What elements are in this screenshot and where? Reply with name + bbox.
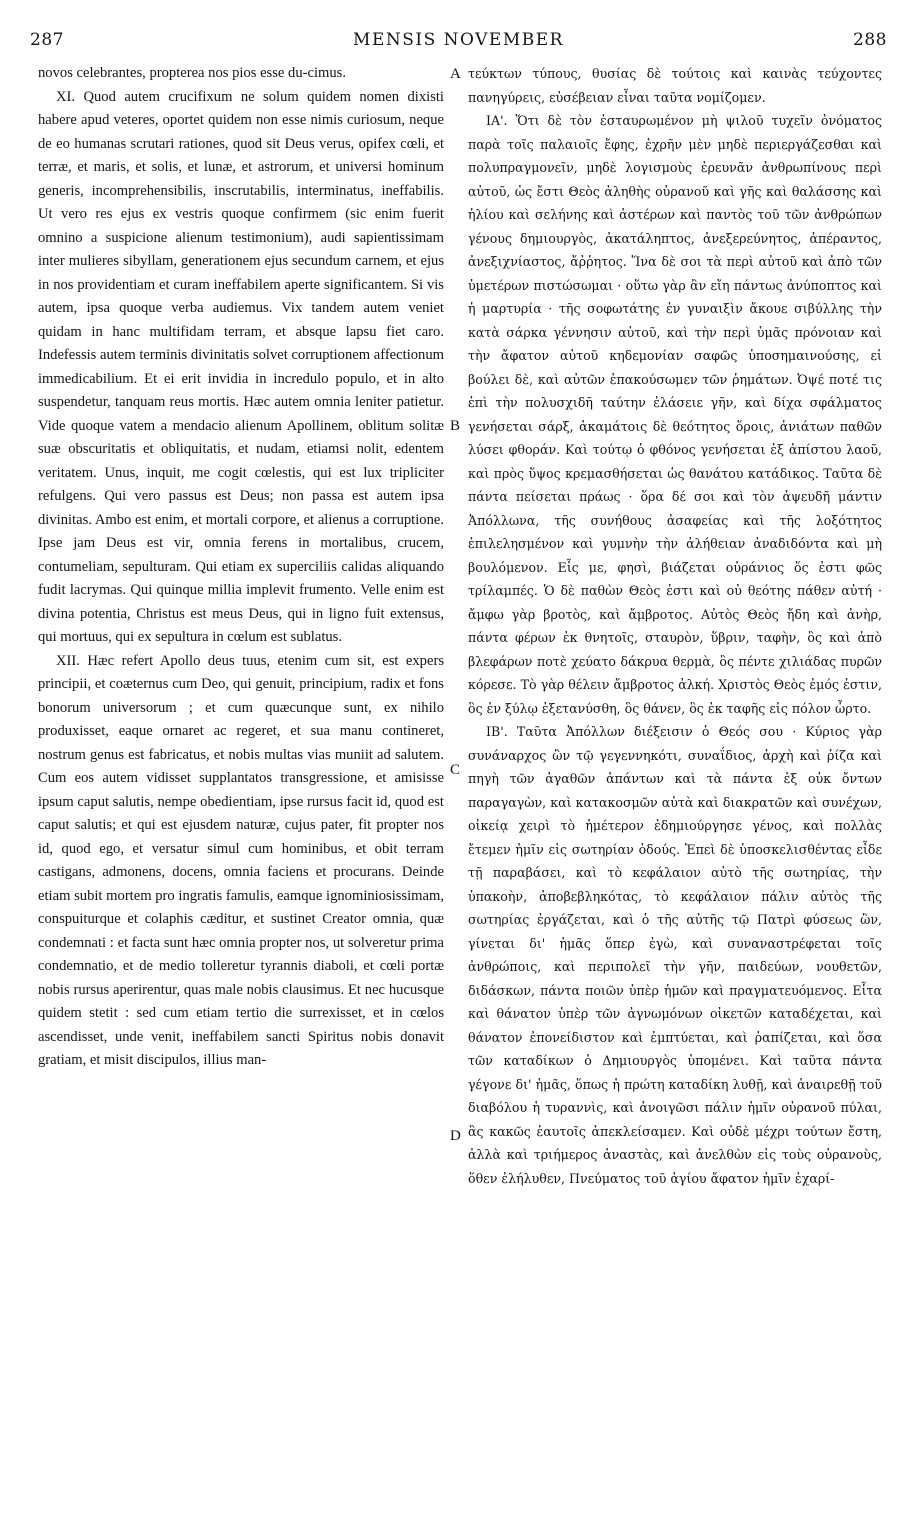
latin-column [38, 62, 444, 1522]
running-title: MENSIS NOVEMBER [353, 30, 564, 50]
greek-column [468, 62, 882, 1522]
latin-paragraph: XII. Hæc refert Apollo deus tuus, etenim cum sit, est expers principii, et coæternus cum Deo, qui genuit, principium, radix et fons bonorum universorum ; et cum quæcunque sunt, ex nihilo produxisset, eaque ornaret ac regeret, et sua manu contineret, nostrum genus est fabricatus, et nobis multas vias muniit ad salutem. Cum eos autem vidisset supplantatos transgressione, et amisisse ipsum caput salutis, nempe obedientiam, ipse rursus facit id, quod est caput salutis; et qui est ejusdem naturæ, cujus pater, fit propter nos id, quod ego, et versatur simul cum hominibus, et obit terram castigans, admonens, docens, omnia faciens et procurans. Deinde etiam subit mortem pro ingratis famulis, eamque ignominiosissimam, conspuiturque et colaphis cæditur, et sustinet Creator omnia, quæ condemnati : et facta sunt hæc omnia propter nos, ut solveretur prima condemnatio, et de medio tolleretur tyrannis diaboli, et cœli portæ nobis rursus aperirentur, quas male nobis clausimus. Et nec hucusque quidem stetit : sed cum etiam tertio die surrexisset, et in cœlos ascendisset, unde venit, ineffabilem sancti Spiritus nobis donavit gratiam, et misit discipulos, illius man- [38, 652, 444, 1068]
latin-paragraph: novos celebrantes, propterea nos pios esse du-cimus. [38, 65, 347, 81]
page-number-right: 288 [853, 30, 887, 50]
latin-paragraph: XI. Quod autem crucifixum ne solum quidem nomen dixisti habere apud veteres, oportet quidem non esse nimis curiosum, neque de eo humanas scrutari rationes, quod sit Deus verus, opifex cœli, et terræ, et maris, et solis, et lunæ, et astrorum, et universi hominum generis, incomprehensibilis, inscrutabilis, interminatus, ineffabilis. Ut vero res ejus ex vestris quoque confirmem (sic enim fuerit omnino a suspicione alienum testimonium), audi sapientissimam inter mulieres sibyllam, generationem ejus secundum carnem, et ejus in nos providentiam et curam ineffabilem aperte significantem. Si vis autem, ipsa quoque verba audiemus. Vix tandem autem veniet quidam in hanc multifidam terram, et absque lapsu fiet caro. Indefessis autem terminis divinitatis solvet corruptionem affectionum immedicabilium. Et ei erit invidia in incredulo populo, et in alto suspendetur, tanquam reus mortis. Hæc autem omnia leniter patietur. Vide quoque vatem a mendacio alienum Apollinem, oblitum solitæ suæ obscuritatis et obliquitatis, et nudam, etiamsi nolit, edentem veritatem. Unus, inquit, me cogit cœlestis, qui est lux tripliciter refulgens. Qui vero passus est Deus; non passa est autem ipsa divinitas. Ambo est enim, et mortali corpore, et alienus a corruptione. Ipse jam Deus est vir, omnia ferens in mortalibus, crucem, contumeliam, sepulturam. Qui etiam ex superciliis calidas aliquando fudit lacrymas. Qui quinque millia implevit frumento. Velle enim est divina potentia, Christus est meus Deus, qui in ligno fuit extensus, qui mortuus, qui ex sepultura in cœlum est sublatus. [38, 88, 444, 645]
greek-paragraph: ΙΒ'. Ταῦτα Ἀπόλλων διέξεισιν ὁ Θεός σου · Κύριος γὰρ συνάναρχος ὢν τῷ γεγεννηκότι, συναΐδιος, ἀρχὴ καὶ ῥίζα καὶ πηγὴ τῶν ἀγαθῶν ἁπάντων καὶ τὰ πάντα ἐξ οὐκ ὄντων παραγαγὼν, καὶ κατακοσμῶν αὐτὰ καὶ διακρατῶν καὶ συνέχων, οἰκείᾳ χειρὶ τὸ ἡμέτερον ἐδημιούργησε γένος, καὶ πολλὰς ἔτεμεν ἡμῖν εἰς σωτηρίαν ὁδούς. Ἐπεὶ δὲ ὑποσκελισθέντας εἶδε τῇ παραβάσει, καὶ τὸ κεφάλαιον αὐτὸ τῆς σωτηρίας, τὴν ὑπακοὴν, ἀποβεβληκότας, τὸ κεφάλαιον πάλιν αὐτὸς τῆς σωτηρίας ἐργάζεται, καὶ ὁ τῆς αὐτῆς τῷ Πατρὶ φύσεως ὢν, γίνεται δι' ἡμᾶς ὅπερ ἐγὼ, καὶ συναναστρέφεται τοῖς ἀνθρώποις, καὶ περιπολεῖ τὴν γῆν, παιδεύων, νουθετῶν, διδάσκων, πάντα ποιῶν ὑπὲρ ἡμῶν καὶ πραγματευόμενος. Εἶτα καὶ θάνατον ὑπὲρ τῶν ἀγνωμόνων οἰκετῶν καταδέχεται, καὶ θάνατον ἐπονείδιστον καὶ ἐμπτύεται, καὶ ῥαπίζεται, καὶ ὅσα τῶν καταδίκων ὁ Δημιουργὸς ὑπομένει. Καὶ ταῦτα πάντα γέγονε δι' ἡμᾶς, ὅπως ἡ πρώτη καταδίκη λυθῇ, καὶ ἀναιρεθῇ τοῦ διαβόλου ἡ τυραννὶς, καὶ ἀνοιγῶσι πάλιν ἡμῖν οὐρανοῦ πύλαι, ἃς κακῶς ἑαυτοῖς ἀπεκλείσαμεν. Καὶ οὐδὲ μέχρι τούτων ἔστη, ἀλλὰ καὶ τριήμερος ἀναστὰς, καὶ ἀνελθὼν εἰς τοὺς οὐρανοὺς, ὅθεν ἐλήλυθεν, Πνεύματος τοῦ ἁγίου ἄφατον ἡμῖν ἐχαρί- [468, 724, 882, 1186]
margin-marker-a: A [450, 66, 461, 82]
margin-marker-c: C [450, 762, 461, 778]
page-number-left: 287 [30, 30, 64, 50]
margin-marker-b: B [450, 418, 461, 434]
greek-paragraph: τεύκτων τύπους, θυσίας δὲ τούτοις καὶ καινὰς τεύχοντες πανηγύρεις, εὐσέβειαν εἶναι ταῦτα νομίζομεν. [468, 66, 882, 105]
page-header [30, 30, 887, 56]
margin-marker-d: D [450, 1128, 461, 1144]
greek-paragraph: ΙΑ'. Ὅτι δὲ τὸν ἐσταυρωμένον μὴ ψιλοῦ τυχεῖν ὀνόματος παρὰ τοῖς παλαιοῖς ἔφης, ἐχρῆν μὲν μηδὲ περιεργάζεσθαι καὶ πολυπραγμονεῖν, μηδὲ λογισμοὺς ἐρευνᾶν ἀνθρωπίνους περὶ αὐτοῦ, ὡς ἔστι Θεὸς ἀληθὴς οὐρανοῦ καὶ γῆς καὶ θαλάσσης καὶ ἡλίου καὶ σελήνης καὶ ἀστέρων καὶ παντὸς τοῦ τῶν ἀνθρώπων γένους δημιουργὸς, ἀκατάληπτος, ἀνεξερεύνητος, ἀπέραντος, ἀνεξιχνίαστος, ἄῤῥητος. Ἵνα δὲ σοι τὰ περὶ αὐτοῦ καὶ ἀπὸ τῶν ὑμετέρων πιστώσωμαι · οὕτω γὰρ ἂν εἴη πάντως ἀνύποπτος καὶ ἡ μαρτυρία · τῆς σοφωτάτης ἐν γυναιξὶν ἄκουε σιβύλλης τὴν κατὰ σάρκα γέννησιν αὐτοῦ, καὶ τὴν περὶ ὑμᾶς πρόνοιαν καὶ τὴν ἄφατον αὐτοῦ κηδεμονίαν σαφῶς ὑποσημαινούσης, εἰ βούλει δὲ, καὶ αὐτῶν ἐπακούσωμεν τῶν ῥημάτων. Ὀψέ ποτέ τις ἐπὶ τὴν πολυσχιδῆ ταύτην ἐλάσειε γῆν, καὶ δίχα σφάλματος γενήσεται σάρξ, ἀκαμάτοις δὲ θεότητος ὅροις, ἀνιάτων παθῶν λύσει φθοράν. Καὶ τούτῳ ὁ φθόνος γενήσεται ἐξ ἀπίστου λαοῦ, καὶ πρὸς ὕψος κρεμασθήσεται ὡς θανάτου κατάδικος. Ταῦτα δὲ πάντα πείσεται πράως · ὅρα δέ σοι καὶ τὸν ἀψευδῆ μάντιν Ἀπόλλωνα, τῆς συνήθους ἀσαφείας καὶ τῆς λοξότητος ἐπιλελησμένον καὶ γυμνὴν τὴν ἀλήθειαν ἀναδιδόντα καὶ μὴ βουλόμενον. Εἷς με, φησὶ, βιάζεται οὐράνιος ὅς ἐστι φῶς τρίλαμπές. Ὁ δὲ παθὼν Θεὸς ἐστι καὶ οὐ θεότης πάθεν αὐτή · ἄμφω γὰρ βροτὸς, καὶ ἄμβροτος. Αὐτὸς Θεὸς ἤδη καὶ ἀνὴρ, πάντα φέρων ἐκ θνητοῖς, σταυρὸν, ὕβριν, ταφὴν, ὃς καὶ ἀπὸ βλεφάρων ποτὲ χεύατο δάκρυα θερμὰ, ὃς πέντε χιλιάδας πυρῶν κόρεσε. Τὸ γὰρ θέλειν ἄμβροτος ἀλκή. Χριστὸς Θεὸς ἐμός ἐστιν, ὃς ἐν ξύλῳ ἐξετανύσθη, ὃς θάνεν, ὃς ἐκ ταφῆς εἰς πόλον ὦρτο. [468, 113, 882, 716]
